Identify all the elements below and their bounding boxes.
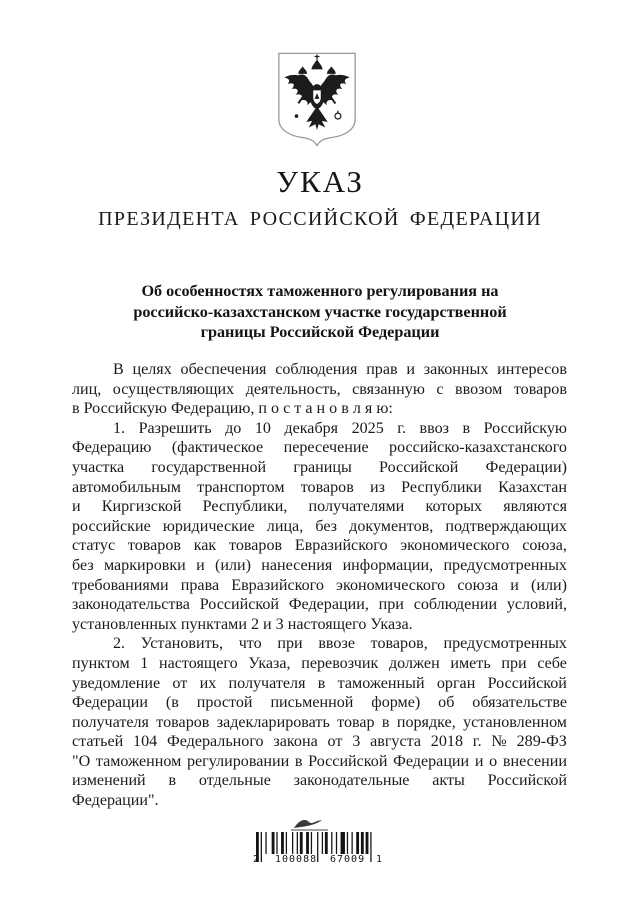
body-line: "О таможенном регулировании в Российской Федерации и о внесении bbox=[72, 752, 567, 770]
body-line: автомобильным транспортом товаров из Республики Казахстан bbox=[72, 478, 567, 496]
body-line: Федерации (в простой письменной форме) об обязательстве bbox=[72, 694, 567, 712]
body-line: в Российскую Федерацию, п о с т а н о в л я ю: bbox=[72, 400, 393, 418]
body-line: пунктом 1 настоящего Указа, перевозчик должен иметь при себе bbox=[72, 654, 567, 672]
body-line: уведомление от их получателя в таможенный орган Российской bbox=[72, 674, 567, 692]
body-line: установленных пунктами 2 и 3 настоящего Указа. bbox=[72, 615, 413, 633]
body-line: лиц, осуществляющих деятельность, связанную с ввозом товаров bbox=[72, 380, 567, 398]
body-line: законодательства Российской Федерации, при соблюдении условий, bbox=[72, 596, 567, 614]
russian-coat-of-arms-icon bbox=[276, 50, 358, 151]
document-issuer: ПРЕЗИДЕНТА РОССИЙСКОЙ ФЕДЕРАЦИИ bbox=[98, 208, 542, 230]
subject-line: российско-казахстанском участке государственной bbox=[133, 302, 507, 321]
body-line: изменений в отдельные законодательные акты Российской bbox=[72, 772, 567, 790]
barcode-digit-group: 67009 bbox=[330, 854, 366, 865]
body-line: получателя товаров задекларировать товар в порядке, установленном bbox=[72, 713, 567, 731]
decree-body bbox=[72, 360, 567, 811]
press-mark-squiggle bbox=[290, 817, 332, 833]
barcode-digit-group: 1 bbox=[376, 854, 383, 865]
body-line: статьей 104 Федерального закона от 3 августа 2018 г. № 289-ФЗ bbox=[72, 733, 567, 751]
barcode-digits bbox=[250, 854, 384, 865]
body-line: и Киргизской Республики, получателями которых являются bbox=[72, 498, 567, 516]
body-line: Федерации". bbox=[72, 792, 159, 810]
body-line: 1. Разрешить до 10 декабря 2025 г. ввоз в Российскую bbox=[113, 419, 567, 437]
document-title: УКАЗ bbox=[276, 164, 364, 199]
subject-line: границы Российской Федерации bbox=[200, 323, 440, 341]
emblem-svg bbox=[276, 50, 358, 151]
body-line: без маркировки и (или) нанесения информации, предусмотренных bbox=[72, 556, 567, 574]
barcode bbox=[250, 832, 384, 868]
barcode-digit-group: 100088 bbox=[275, 854, 318, 865]
subject-line: Об особенностях таможенного регулирования на bbox=[141, 282, 499, 300]
body-line: участка государственной границы Российской Федерации) bbox=[72, 458, 567, 476]
body-line: В целях обеспечения соблюдения прав и законных интересов bbox=[113, 361, 567, 378]
barcode-digit-group: 2 bbox=[253, 854, 260, 865]
body-line: российские юридические лица, без документов, подтверждающих bbox=[72, 517, 567, 535]
body-line: 2. Установить, что при ввозе товаров, предусмотренных bbox=[113, 635, 567, 653]
body-line: требованиями права Евразийского экономического союза и (или) bbox=[72, 576, 567, 594]
subject-heading bbox=[70, 281, 570, 343]
body-line: статус товаров как товаров Евразийского экономического союза, bbox=[72, 537, 567, 555]
body-line: Федерацию (фактическое пересечение российско-казахстанского bbox=[72, 439, 567, 457]
